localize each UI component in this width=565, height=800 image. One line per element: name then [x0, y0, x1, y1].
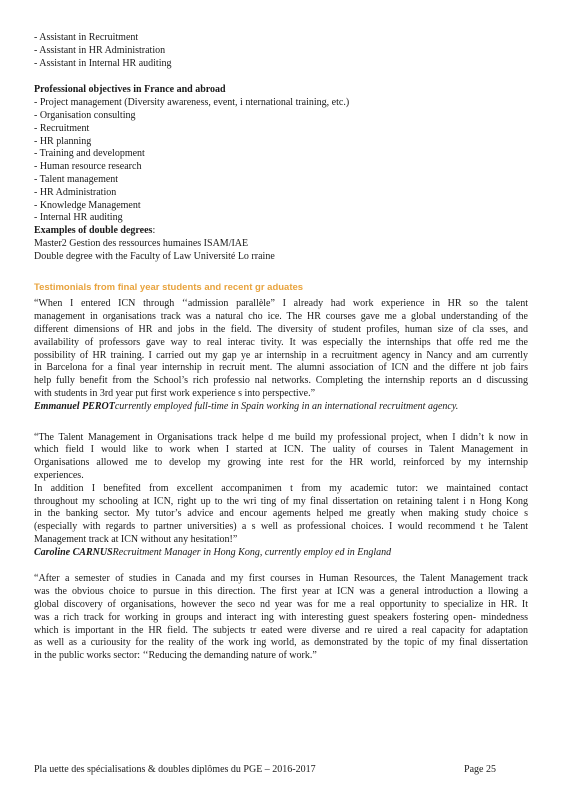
testimonial-line: throughout my schooling at ICN, right up to the wri ting of my final dissertation on retaining talent i n Hong Kong: [34, 495, 528, 507]
author-name: Emmanuel PEROT: [34, 400, 115, 412]
top-list: [34, 32, 528, 70]
list-item: Master2 Gestion des ressources humaines ISAM/IAE: [34, 237, 249, 249]
list-item: - Talent management: [34, 173, 119, 185]
double-degrees-section: [34, 225, 528, 263]
testimonial-line: help fully benefit from the School’s rich professio nal networks. Completing the internship reports an d discussing: [34, 375, 528, 387]
section-heading: Examples of double degrees: [34, 225, 153, 237]
list-item: - Project management (Diversity awareness, event, i nternational training, etc.): [34, 97, 350, 109]
list-item: - Knowledge Management: [34, 199, 141, 211]
list-item: - Recruitment: [34, 122, 90, 134]
list-item: - Assistant in Recruitment: [34, 32, 139, 43]
section-heading: Professional objectives in France and abroad: [34, 84, 226, 96]
testimonial-line: Management track at ICN without any hesitation!”: [34, 533, 238, 545]
page-number: Page 25: [464, 764, 496, 775]
testimonial-line: In addition I benefited from excellent accompanimen t from my academic tutor: we maintained contact: [34, 482, 528, 494]
testimonial-2: [34, 432, 528, 560]
testimonials-heading: Testimonials from final year students and recent gr aduates: [34, 281, 304, 293]
list-item: - Organisation consulting: [34, 109, 136, 121]
testimonial-line: in the banking sector. My tutor’s advice and encour agements helped me greatly when making study choice s: [34, 508, 528, 520]
testimonial-author: [34, 547, 528, 560]
testimonial-line: with students in 3rd year put first work experience s into perspective.”: [34, 387, 316, 399]
list-item: - HR planning: [34, 135, 92, 147]
testimonial-1: [34, 298, 528, 413]
list-item: - Human resource research: [34, 161, 142, 173]
author-role: Recruitment Manager in Hong Kong, currently employ ed in England: [112, 546, 392, 558]
testimonial-line: was the obvious choice to pursue in this direction. The first year at ICN was a general introduction a llowing a: [34, 586, 528, 598]
list-item: - Internal HR auditing: [34, 212, 123, 224]
list-item: Double degree with the Faculty of Law Université Lo rraine: [34, 250, 275, 262]
author-name: Caroline CARNUS: [34, 546, 113, 558]
list-item: - Assistant in HR Administration: [34, 44, 166, 56]
testimonial-line: “The Talent Management in Organisations track helpe d me build my professional project, when I didn’t k now in: [34, 431, 528, 443]
testimonial-line: as well as a curiousity for the reality of the work ing world, as demonstrated by the topic of my final dissertation: [34, 637, 528, 649]
testimonial-line: which is important in the HR field. The subjects tr eated were diverse and re uired a real capacity for adaptation: [34, 624, 528, 636]
testimonial-line: “When I entered ICN through ‘‘admission parallèle” I already had work experience in HR so the talent: [34, 298, 528, 310]
testimonial-3: [34, 573, 528, 663]
testimonial-line: experiences.: [34, 469, 84, 481]
testimonial-line: “After a semester of studies in Canada and my first courses in Human Resources, the Talent Management track: [34, 573, 528, 585]
testimonial-line: in the public works sector: ‘‘Reducing the demanding nature of work.”: [34, 650, 317, 662]
footer-title: Pla uette des spécialisations & doubles diplômes du PGE – 2016-2017: [34, 764, 316, 775]
heading-colon: :: [152, 225, 156, 237]
document-page: [34, 32, 528, 663]
testimonial-line: in Barcelona for a final year internship in recruit ment. The alumni association of ICN and the differe nt job fairs: [34, 362, 528, 374]
testimonial-line: Organisations allowed me to develop my growing inte rest for the HR world, reinforced by my internship: [34, 457, 528, 469]
list-item: - HR Administration: [34, 186, 117, 198]
list-item: - Training and development: [34, 148, 145, 160]
testimonial-line: different dimensions of HR and jobs in the field. The diversity of student profiles, human size of cla sses, and: [34, 323, 528, 335]
testimonial-line: which field I would like to work when I started at ICN. The uality of courses in Talent Management in: [34, 444, 528, 456]
testimonial-line: management in organisations track was a natural cho ice. The HR courses gave me a global understanding of the: [34, 311, 528, 323]
testimonial-line: was a rich track for working in groups and interact ing with interesting guest speakers fostering open- mindedness: [34, 611, 528, 623]
list-item: - Assistant in Internal HR auditing: [34, 57, 172, 69]
testimonial-line: (especially with regards to partner universities) a s well as professional choices. I would recommend t he Talent: [34, 521, 528, 533]
author-role: currently employed full-time in Spain working in an international recruitment agency.: [114, 400, 459, 412]
page-footer: [34, 764, 528, 777]
objectives-section: [34, 84, 528, 225]
testimonial-line: availability of professors gave way to real interac tivity. It was especially the internships that offe red me the: [34, 336, 528, 348]
testimonial-line: possibility of HR training. I carried out my gap ye ar internship in a recruitment agency in Nancy and am currently: [34, 349, 528, 361]
testimonial-author: [34, 401, 528, 414]
testimonial-line: global discovery of organisations, however the seco nd year was for me a real opportunity to specialize in HR. It: [34, 599, 528, 611]
